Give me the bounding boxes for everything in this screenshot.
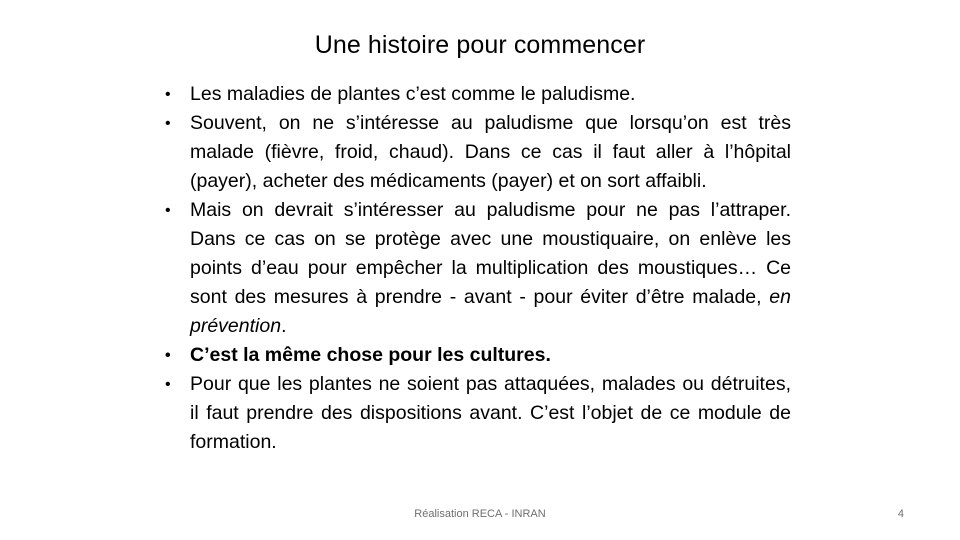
slide-title: Une histoire pour commencer (314, 31, 646, 59)
bullet-text: C’est la même chose pour les cultures. (190, 344, 551, 366)
bullet-item (165, 370, 791, 457)
bullet-item-emphasis (165, 341, 791, 370)
bullet-dot-icon: • (165, 115, 171, 132)
bullet-list (165, 80, 791, 457)
bullet-item (165, 80, 791, 109)
bullet-text-end: . (281, 315, 287, 337)
page-number: 4 (897, 508, 904, 520)
footer-credit: Réalisation RECA - INRAN (414, 508, 546, 520)
bullet-dot-icon: • (165, 86, 171, 103)
bullet-italic-text: en prévention (190, 286, 791, 337)
bullet-item (165, 109, 791, 196)
bullet-text: Pour que les plantes ne soient pas attaquées, malades ou détruites, il faut prendre des dispositions avant. C’est l’objet de ce module de formation. (190, 373, 791, 453)
bullet-dot-icon: • (165, 376, 171, 393)
bullet-item (165, 196, 791, 341)
bullet-text: Mais on devrait s’intéresser au paludisme pour ne pas l’attraper. Dans ce cas on se protège avec une moustiquaire, on enlève les points d’eau pour empêcher la multiplication des moustiques… Ce sont des mesures à prendre - avant - pour éviter d’être malade, (190, 199, 791, 308)
bullet-dot-icon: • (165, 202, 171, 219)
bullet-text: Souvent, on ne s’intéresse au paludisme que lorsqu’on est très malade (fièvre, froid, chaud). Dans ce cas il faut aller à l’hôpital (payer), acheter des médicaments (payer) et on sort affaibli. (190, 112, 791, 192)
bullet-text: Les maladies de plantes c’est comme le paludisme. (190, 83, 636, 105)
bullet-dot-icon: • (165, 347, 171, 364)
